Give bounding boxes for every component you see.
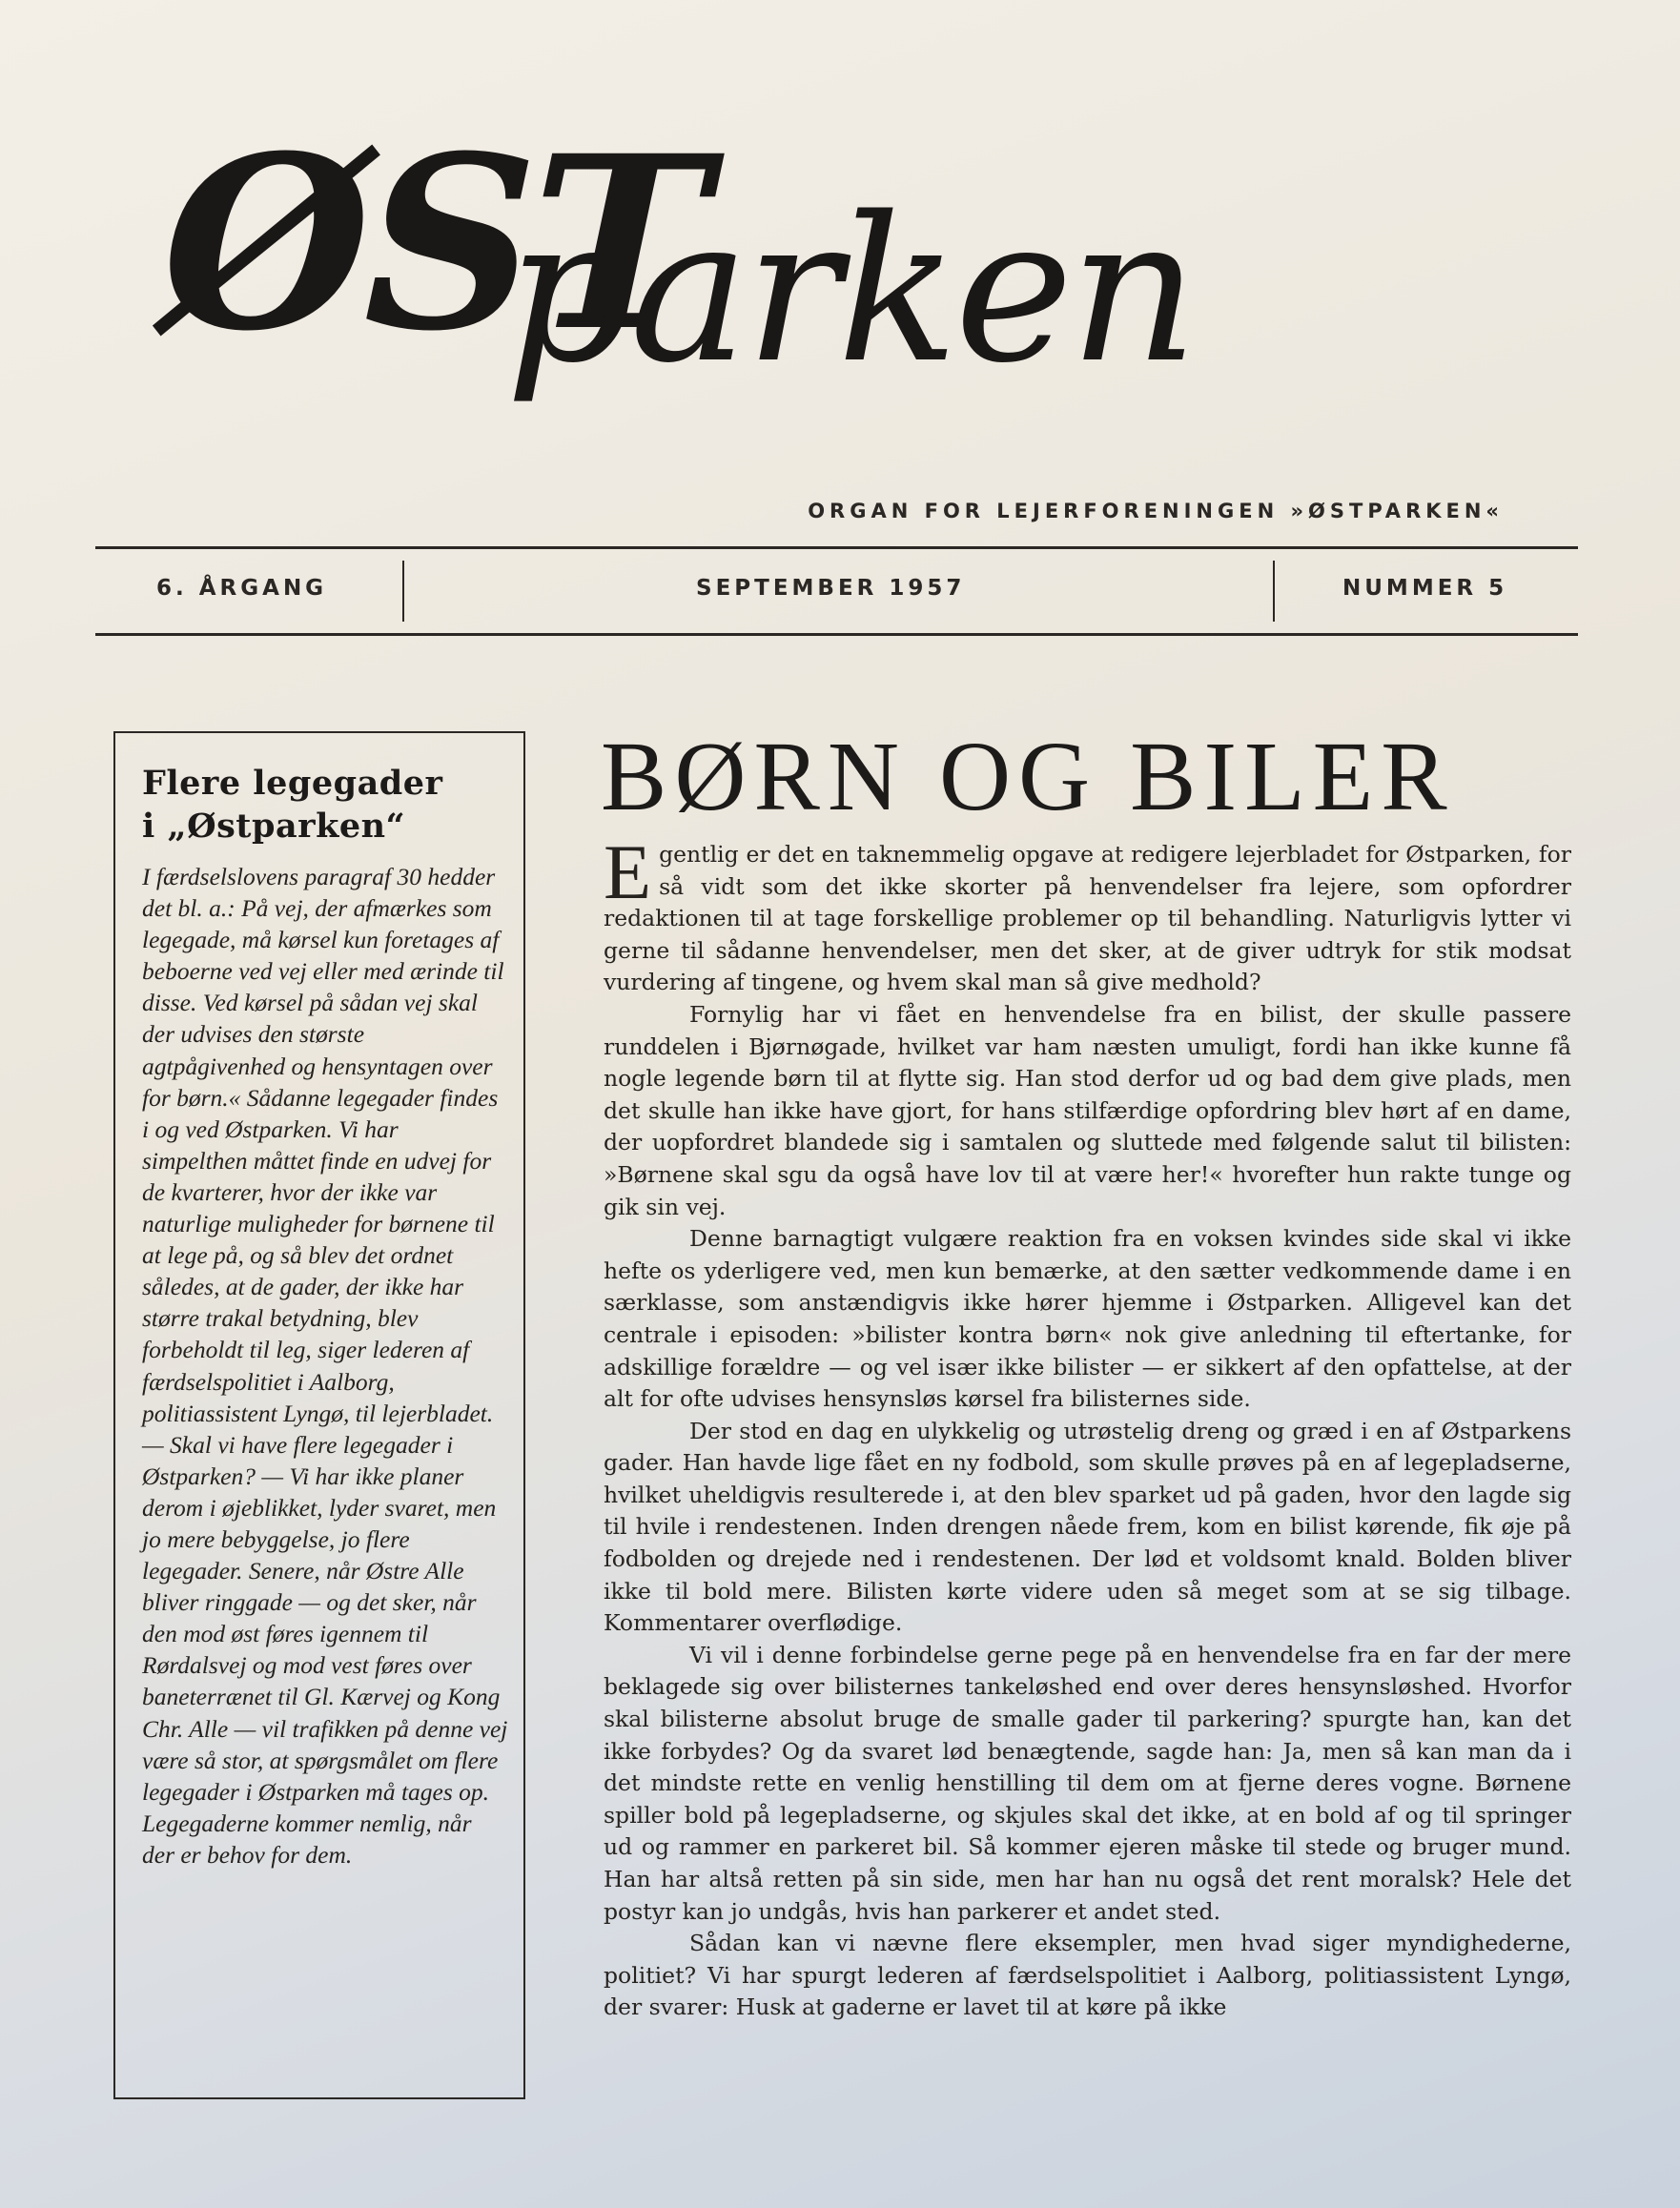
article-paragraph: Der stod en dag en ulykkelig og utrøstelig dreng og græd i en af Østparkens gader. Han havde lige fået en ny fodbold, som skulle prøves på en af legepladserne, hvilket uheldigvis resulterede i, at den blev sparket ud på gaden, hvor den lagde sig til hvile i rendestenen. Inden drengen nåede frem, kom en bilist kørende, fik øje på fodbolden og drejede ned i rendestenen. Der lød et voldsomt knald. Bolden bliver ikke til bold mere. Bilisten kørte videre uden så meget som at se sig tilbage. Kommentarer overflødige. xyxy=(604,1417,1571,1637)
masthead-title-parken: parken xyxy=(505,174,1195,407)
sidebar-body: I færdselslovens paragraf 30 hedder det bl. a.: På vej, der afmærkes som legegade, må kørsel kun foretages af beboerne ved vej eller med ærinde til disse. Ved kørsel på sådan vej skal der udvises den største agtpågivenhed og hensyntagen over for børn.« Sådanne legegader findes i og ved Østparken. Vi har simpelthen måttet finde en udvej for de kvarterer, hvor der ikke var naturlige muligheder for børnene til at lege på, og så blev det ordnet således, at de gader, der ikke har større trakal betydning, blev forbeholdt til leg, siger lederen af færdselspolitiet i Aalborg, politiassistent Lyngø, til lejerbladet. — Skal vi have flere legegader i Østparken? — Vi har ikke planer derom i øjeblikket, lyder svaret, men jo mere bebyggelse, jo flere legegader. Senere, når Østre Alle bliver ringgade — og det sker, når den mod øst føres igennem til Rørdalsvej og mod vest føres over baneterrænet til Gl. Kærvej og Kong Chr. Alle — vil trafikken på denne vej være så stor, at spørgsmålet om flere legegader i Østparken må tages op. Legegaderne kommer nemlig, når der er behov for dem. xyxy=(142,863,508,1869)
sidebar-title-line2: i „Østparken“ xyxy=(142,807,406,846)
article-paragraph: Fornylig har vi fået en henvendelse fra en bilist, der skulle passere runddelen i Bjørnøgade, hvilket var ham næsten umuligt, fordi han ikke kunne få nogle legende børn til at flytte sig. Han stod derfor ud og bad dem give plads, men det skulle han ikke have gjort, for hans stilfærdige opfordring blev hørt af en dame, der uopfordret blandede sig i samtalen og sluttede med følgende salut til bilisten: »Børnene skal sgu da også have lov til at være her!« hvorefter hun rakte tunge og gik sin vej. xyxy=(604,1000,1571,1220)
volume-label: 6. ÅRGANG xyxy=(156,576,328,601)
article-paragraph: Denne barnagtigt vulgære reaktion fra en voksen kvindes side skal vi ikke hefte os yderligere ved, men kun bemærke, at den sætter vedkommende dame i en særklasse, som anstændigvis ikke hører hjemme i Østparken. Alligevel kan det centrale i episoden: »bilister kontra børn« nok give anledning til eftertanke, for adskillige forældre — og vel især ikke bilister — er sikkert af den opfattelse, at der alt for ofte udvises hensynsløs kørsel fra bilisternes side. xyxy=(604,1225,1571,1413)
issue-info-bar xyxy=(95,546,1578,636)
divider xyxy=(402,561,404,622)
article-paragraph-text: gentlig er det en taknemmelig opgave at redigere lejerbladet for Østparken, for så vidt som det ikke skorter på henvendelser fra lejere, som opfordrer redaktionen til at tage forskellige problemer op til behandling. Naturligvis lytter vi gerne til sådanne henvendelser, men det sker, at de giver udtryk for stik modsat vurdering af tingene, og hvem skal man så give medhold? xyxy=(604,841,1571,996)
masthead-subtitle: ORGAN FOR LEJERFORENINGEN »ØSTPARKEN« xyxy=(808,500,1504,522)
masthead xyxy=(132,103,1516,524)
article-body xyxy=(604,828,1571,2024)
sidebar-title xyxy=(142,762,508,848)
issue-number: NUMMER 5 xyxy=(1342,576,1508,601)
article-headline: BØRN OG BILER xyxy=(601,722,1455,831)
divider xyxy=(1273,561,1275,622)
sidebar-title-line1: Flere legegader xyxy=(142,764,443,803)
article-paragraph: Vi vil i denne forbindelse gerne pege på en henvendelse fra en far der mere beklagede sig over bilisternes tankeløshed end over deres hensynsløshed. Hvorfor skal bilisterne absolut bruge de smalle gader til parkering? spurgte han, kan det ikke forbydes? Og da svaret lød benægtende, sagde han: Ja, men så kan man da i det mindste rette en venlig henstilling til dem om at fjerne deres vogne. Børnene spiller bold på legepladserne, og skjules skal det ikke, at en bold af og til springer ud og rammer en parkeret bil. Så kommer ejeren måske til stede og bruger mund. Han har altså retten på sin side, men har han nu også det rent moralsk? Hele det postyr kan jo undgås, hvis han parkerer et andet sted. xyxy=(604,1641,1571,1925)
sidebar-box xyxy=(113,731,525,2099)
masthead-title-ost: ØST xyxy=(132,103,732,383)
article-paragraph xyxy=(604,828,1571,999)
article-paragraph: Sådan kan vi nævne flere eksempler, men hvad siger myndighederne, politiet? Vi har spurgt lederen af færdselspolitiet i Aalborg, politiassistent Lyngø, der svarer: Husk at gaderne er lavet til at køre på ikke xyxy=(604,1930,1571,2021)
issue-date: SEPTEMBER 1957 xyxy=(696,576,966,601)
drop-cap: E xyxy=(604,828,652,915)
